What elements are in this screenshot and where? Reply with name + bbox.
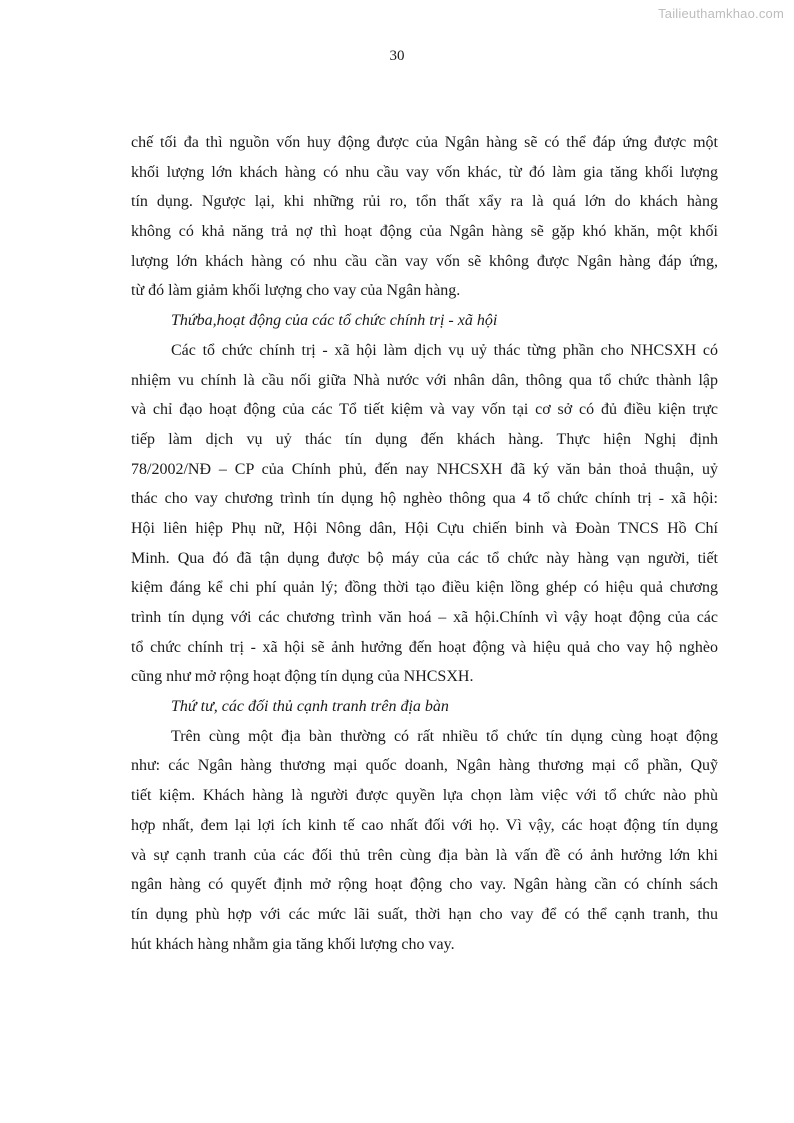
text-line: Minh. Qua đó đã tận dụng được bộ máy của các tổ chức này hàng vạn người, tiết [131,549,718,567]
text-line: cũng như mở rộng hoạt động tín dụng của NHCSXH. [131,668,474,686]
text-line: khối lượng lớn khách hàng có nhu cầu vay vốn khác, từ đó làm gia tăng khối lượng [131,163,718,181]
text-line: hút khách hàng nhằm gia tăng khối lượng cho vay. [131,935,455,953]
text-line: Trên cùng một địa bàn thường có rất nhiều tổ chức tín dụng cùng hoạt động [171,727,718,745]
text-line: kiệm đáng kể chi phí quản lý; đồng thời tạo điều kiện lồng ghép có hiệu quả chương [131,579,718,597]
text-line: từ đó làm giảm khối lượng cho vay của Ngân hàng. [131,282,461,300]
text-line: hợp nhất, đem lại lợi ích kinh tế cao nhất đối với họ. Vì vậy, các hoạt động tín dụng [131,816,718,834]
text-line: và sự cạnh tranh của các đối thủ trên cùng địa bàn là vấn đề có ảnh hưởng lớn khi [131,846,718,864]
section-heading: Thứba,hoạt động của các tổ chức chính trị - xã hội [171,312,498,330]
text-line: như: các Ngân hàng thương mại quốc doanh, Ngân hàng thương mại cổ phần, Quỹ [131,757,718,775]
text-line: tín dụng. Ngược lại, khi những rủi ro, tổn thất xẩy ra là quá lớn do khách hàng [131,193,718,211]
document-body [131,128,718,959]
text-line: trình tín dụng với các chương trình văn hoá – xã hội.Chính vì vậy hoạt động của các [131,609,718,626]
text-line: tín dụng phù hợp với các mức lãi suất, thời hạn cho vay để có thể cạnh tranh, thu [131,905,718,923]
watermark: Tailieuthamkhao.com [658,6,784,21]
section-heading: Thứ tư, các đối thủ cạnh tranh trên địa bàn [171,698,449,716]
text-line: Hội liên hiệp Phụ nữ, Hội Nông dân, Hội Cựu chiến binh và Đoàn TNCS Hồ Chí [131,519,718,537]
text-line: tiếp làm dịch vụ uỷ thác tín dụng đến khách hàng. Thực hiện Nghị định [131,430,718,448]
text-line: không có khả năng trả nợ thì hoạt động của Ngân hàng sẽ gặp khó khăn, một khối [131,223,718,241]
page-number: 30 [389,48,405,64]
text-line: 78/2002/NĐ – CP của Chính phủ, đến nay NHCSXH đã ký văn bản thoả thuận, uỷ [131,460,718,478]
text-line: tổ chức chính trị - xã hội sẽ ảnh hưởng đến hoạt động và hiệu quả cho vay hộ nghèo [131,638,718,656]
text-line: chế tối đa thì nguồn vốn huy động được của Ngân hàng sẽ có thể đáp ứng được một [131,134,718,151]
text-line: Các tổ chức chính trị - xã hội làm dịch vụ uỷ thác từng phần cho NHCSXH có [171,341,718,359]
text-line: và chỉ đạo hoạt động của các Tổ tiết kiệm và vay vốn tại cơ sở có đủ điều kiện trực [131,401,718,419]
text-line: tiết kiệm. Khách hàng là người được quyền lựa chọn làm việc với tổ chức nào phù [131,787,718,805]
text-line: lượng lớn khách hàng có nhu cầu cần vay vốn sẽ không được Ngân hàng đáp ứng, [131,252,718,270]
text-line: nhiệm vu chính là cầu nối giữa Nhà nước với nhân dân, thông qua tổ chức thành lập [131,371,718,389]
text-line: thác cho vay chương trình tín dụng hộ nghèo thông qua 4 tổ chức chính trị - xã hội: [131,490,718,508]
text-line: ngân hàng có quyết định mở rộng hoạt động cho vay. Ngân hàng cần có chính sách [131,876,718,894]
